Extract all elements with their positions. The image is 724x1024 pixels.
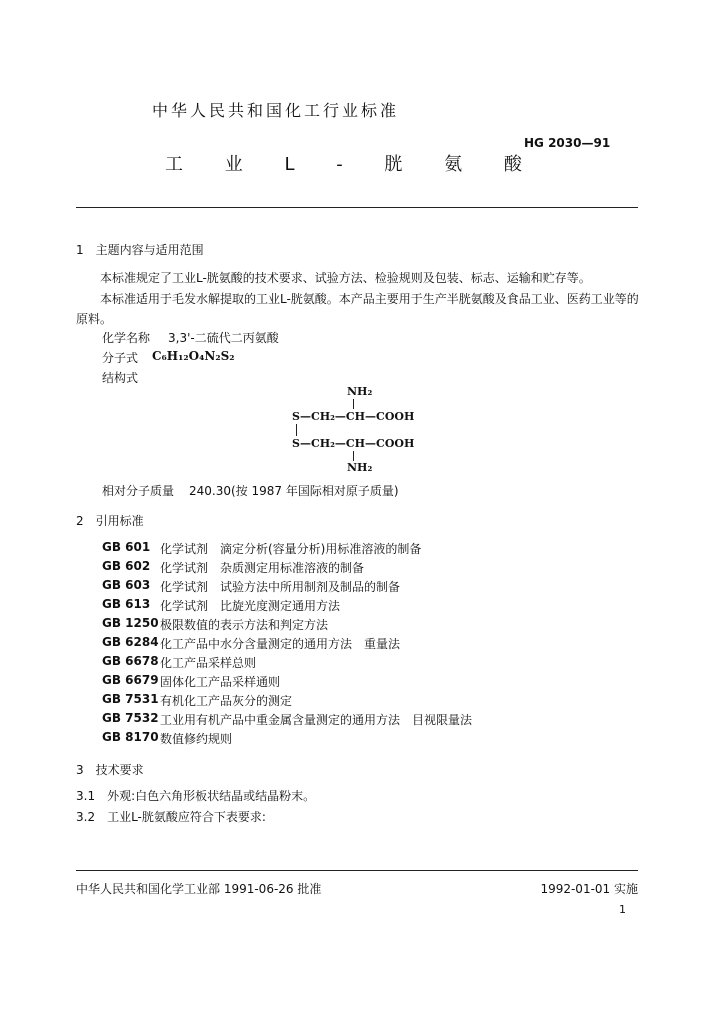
structure-bottom-amine: NH₂ xyxy=(347,461,373,474)
reference-code: GB 7532 xyxy=(102,711,159,725)
reference-title: 固体化工产品采样通则 xyxy=(160,675,281,689)
chemical-name-label: 化学名称 xyxy=(102,331,151,345)
chemical-name-value: 3,3'-二硫代二丙氨酸 xyxy=(168,331,279,345)
structure-top-amine: NH₂ xyxy=(347,385,373,398)
reference-code: GB 603 xyxy=(102,578,151,592)
formula-value: C₆H₁₂O₄N₂S₂ xyxy=(152,349,235,363)
implementation-date: 1992-01-01 实施 xyxy=(540,882,638,896)
structure-row-1: S—CH₂—CH—COOH xyxy=(292,410,415,423)
structure-bond-top xyxy=(353,399,354,409)
approval-text: 中华人民共和国化学工业部 1991-06-26 批准 xyxy=(76,882,322,896)
reference-title: 化学试剂 试验方法中所用制剂及制品的制备 xyxy=(160,580,401,594)
reference-code: GB 7531 xyxy=(102,692,159,706)
footer-divider xyxy=(76,870,638,871)
section-1-heading: 1 主题内容与适用范围 xyxy=(76,243,204,257)
section-1-paragraph-2: 本标准适用于毛发水解提取的工业L-胱氨酸。本产品主要用于生产半胱氨酸及食品工业、医药工业等的原料。 xyxy=(76,292,639,326)
molecular-mass-value: 240.30(按 1987 年国际相对原子质量) xyxy=(189,484,399,498)
structure-disulfide-bond xyxy=(296,424,297,436)
reference-title: 有机化工产品灰分的测定 xyxy=(160,694,293,708)
section-3-item-2: 3.2 工业L-胱氨酸应符合下表要求: xyxy=(76,810,266,824)
reference-title: 数值修约规则 xyxy=(160,732,233,746)
section-2-heading: 2 引用标准 xyxy=(76,514,144,528)
reference-title: 化学试剂 比旋光度测定通用方法 xyxy=(160,599,341,613)
standard-category: 中华人民共和国化工行业标准 xyxy=(152,101,400,120)
structure-bond-bottom xyxy=(353,451,354,461)
section-3-item-1: 3.1 外观:白色六角形板状结晶或结晶粉末。 xyxy=(76,789,316,803)
reference-title: 化学试剂 滴定分析(容量分析)用标准溶液的制备 xyxy=(160,542,422,556)
reference-code: GB 1250 xyxy=(102,616,159,630)
formula-label: 分子式 xyxy=(102,351,139,365)
reference-code: GB 6284 xyxy=(102,635,159,649)
reference-title: 化工产品中水分含量测定的通用方法 重量法 xyxy=(160,637,401,651)
page-number: 1 xyxy=(619,903,626,916)
reference-code: GB 602 xyxy=(102,559,151,573)
reference-code: GB 8170 xyxy=(102,730,159,744)
reference-title: 工业用有机产品中重金属含量测定的通用方法 目视限量法 xyxy=(160,713,473,727)
reference-code: GB 601 xyxy=(102,540,151,554)
standard-code: HG 2030—91 xyxy=(524,136,611,150)
header-divider xyxy=(76,207,638,208)
reference-code: GB 6678 xyxy=(102,654,159,668)
reference-title: 极限数值的表示方法和判定方法 xyxy=(160,618,329,632)
reference-code: GB 613 xyxy=(102,597,151,611)
reference-title: 化工产品采样总则 xyxy=(160,656,257,670)
section-1-paragraph-1: 本标准规定了工业L-胱氨酸的技术要求、试验方法、检验规则及包装、标志、运输和贮存等。 xyxy=(100,271,591,285)
document-title: 工 业 L - 胱 氨 酸 xyxy=(165,154,540,175)
molecular-mass-label: 相对分子质量 xyxy=(102,484,175,498)
section-3-heading: 3 技术要求 xyxy=(76,763,144,777)
reference-code: GB 6679 xyxy=(102,673,159,687)
structure-label: 结构式 xyxy=(102,371,139,385)
reference-title: 化学试剂 杂质测定用标准溶液的制备 xyxy=(160,561,365,575)
structure-row-2: S—CH₂—CH—COOH xyxy=(292,437,415,450)
